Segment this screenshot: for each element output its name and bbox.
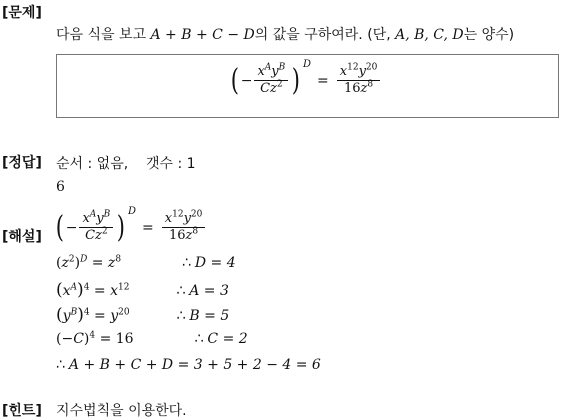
problem-equation-box [56,54,559,118]
problem-equation: ( − $\frac{x^Ay^B}{Cz^2}$ ) D = $\frac{x^{12}y^{20}}{16z^8}$ [229,65,382,96]
problem-label: [문제] [2,5,42,21]
solution-main-equation: ( − $\frac{x^Ay^B}{Cz^2}$ ) D = $\frac{x^{12}y^{20}}{16z^8}$ [54,212,207,243]
solution-step: $(-C)^4 = 16$ ∴ C = 2 [56,330,248,347]
solution-step: $(y^B)^4 = y^{20}$ ∴ B = 5 [56,305,230,325]
answer-value: 6 [56,179,65,195]
problem-vars: A, B, C, D [395,27,464,43]
solution-final: ∴ A + B + C + D = 3 + 5 + 2 − 4 = 6 [56,357,321,373]
hint-label: [힌트] [2,403,42,419]
problem-expression: A + B + C − D [150,27,255,43]
solution-step: $(x^A)^4 = x^{12}$ ∴ A = 3 [56,280,229,300]
hint-text: 지수법칙을 이용한다. [56,403,187,419]
solution-label: [해설] [2,229,42,245]
problem-statement: 다음 식을 보고 A + B + C − D의 값을 구하여라. (단, A, B, C, D는 양수) [56,27,515,43]
answer-label: [정답] [2,155,42,171]
answer-meta: 순서 : 없음, 갯수 : 1 [56,156,196,172]
solution-step: $(z^2)^D = z^8$ ∴ D = 4 [56,254,236,271]
